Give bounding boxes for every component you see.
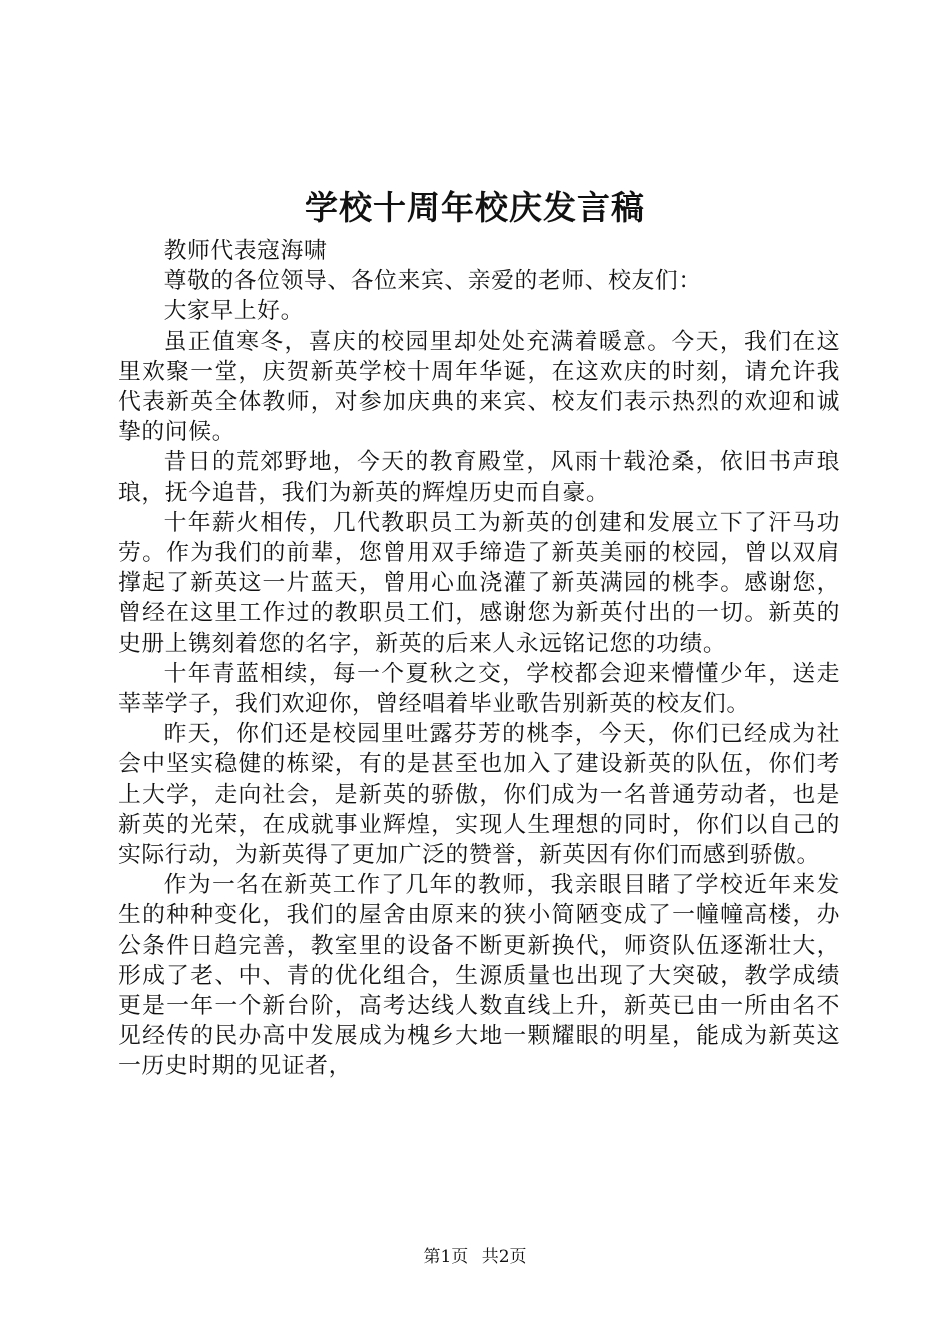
document-title: 学校十周年校庆发言稿 [305,188,645,227]
page-total: 共2页 [481,1247,527,1267]
paragraph: 十年青蓝相续，每一个夏秋之交，学校都会迎来懵懂少年，送走莘莘学子，我们欢迎你，曾经唱着毕业歌告别新英的校友们。 [118,660,840,718]
paragraph-author: 教师代表寇海啸 [163,238,328,264]
paragraph: 十年薪火相传，几代教职员工为新英的创建和发展立下了汗马功劳。作为我们的前辈，您曾用双手缔造了新英美丽的校园，曾以双肩撑起了新英这一片蓝天，曾用心血浇灌了新英满园的桃李。感谢您，曾经在这里工作过的教职员工们，感谢您为新英付出的一切。新英的史册上镌刻着您的名字，新英的后来人永远铭记您的功绩。 [118,509,840,657]
paragraph: 作为一名在新英工作了几年的教师，我亲眼目睹了学校近年来发生的种种变化，我们的屋舍由原来的狭小简陋变成了一幢幢高楼，办公条件日趋完善，教室里的设备不断更新换代，师资队伍逐渐壮大，形成了老、中、青的优化组合，生源质量也出现了大突破，教学成绩更是一年一个新台阶，高考达线人数直线上升，新英已由一所由名不见经传的民办高中发展成为槐乡大地一颗耀眼的明星，能成为新英这一历史时期的见证者， [118,872,840,1080]
paragraph: 昨天，你们还是校园里吐露芬芳的桃李，今天，你们已经成为社会中坚实稳健的栋梁，有的是甚至也加入了建设新英的队伍，你们考上大学，走向社会，是新英的骄傲，你们成为一名普通劳动者，也是新英的光荣，在成就事业辉煌，实现人生理想的同时，你们以自己的实际行动，为新英得了更加广泛的赞誉，新英因有你们而感到骄傲。 [118,721,840,869]
paragraph-greeting: 大家早上好。 [163,298,304,325]
paragraph: 虽正值寒冬，喜庆的校园里却处处充满着暖意。今天，我们在这里欢聚一堂，庆贺新英学校十周年华诞，在这欢庆的时刻，请允许我代表新英全体教师，对参加庆典的来宾、校友们表示热烈的欢迎和诚挚的问候。 [118,328,840,446]
paragraph-salutation: 尊敬的各位领导、各位来宾、亲爱的老师、校友们： [163,268,702,295]
document-body [118,236,840,1082]
page-number: 第1页 [423,1247,469,1267]
paragraph: 昔日的荒郊野地，今天的教育殿堂，风雨十载沧桑，依旧书声琅琅，抚今追昔，我们为新英的辉煌历史而自豪。 [118,449,840,506]
page-footer [0,1246,950,1268]
